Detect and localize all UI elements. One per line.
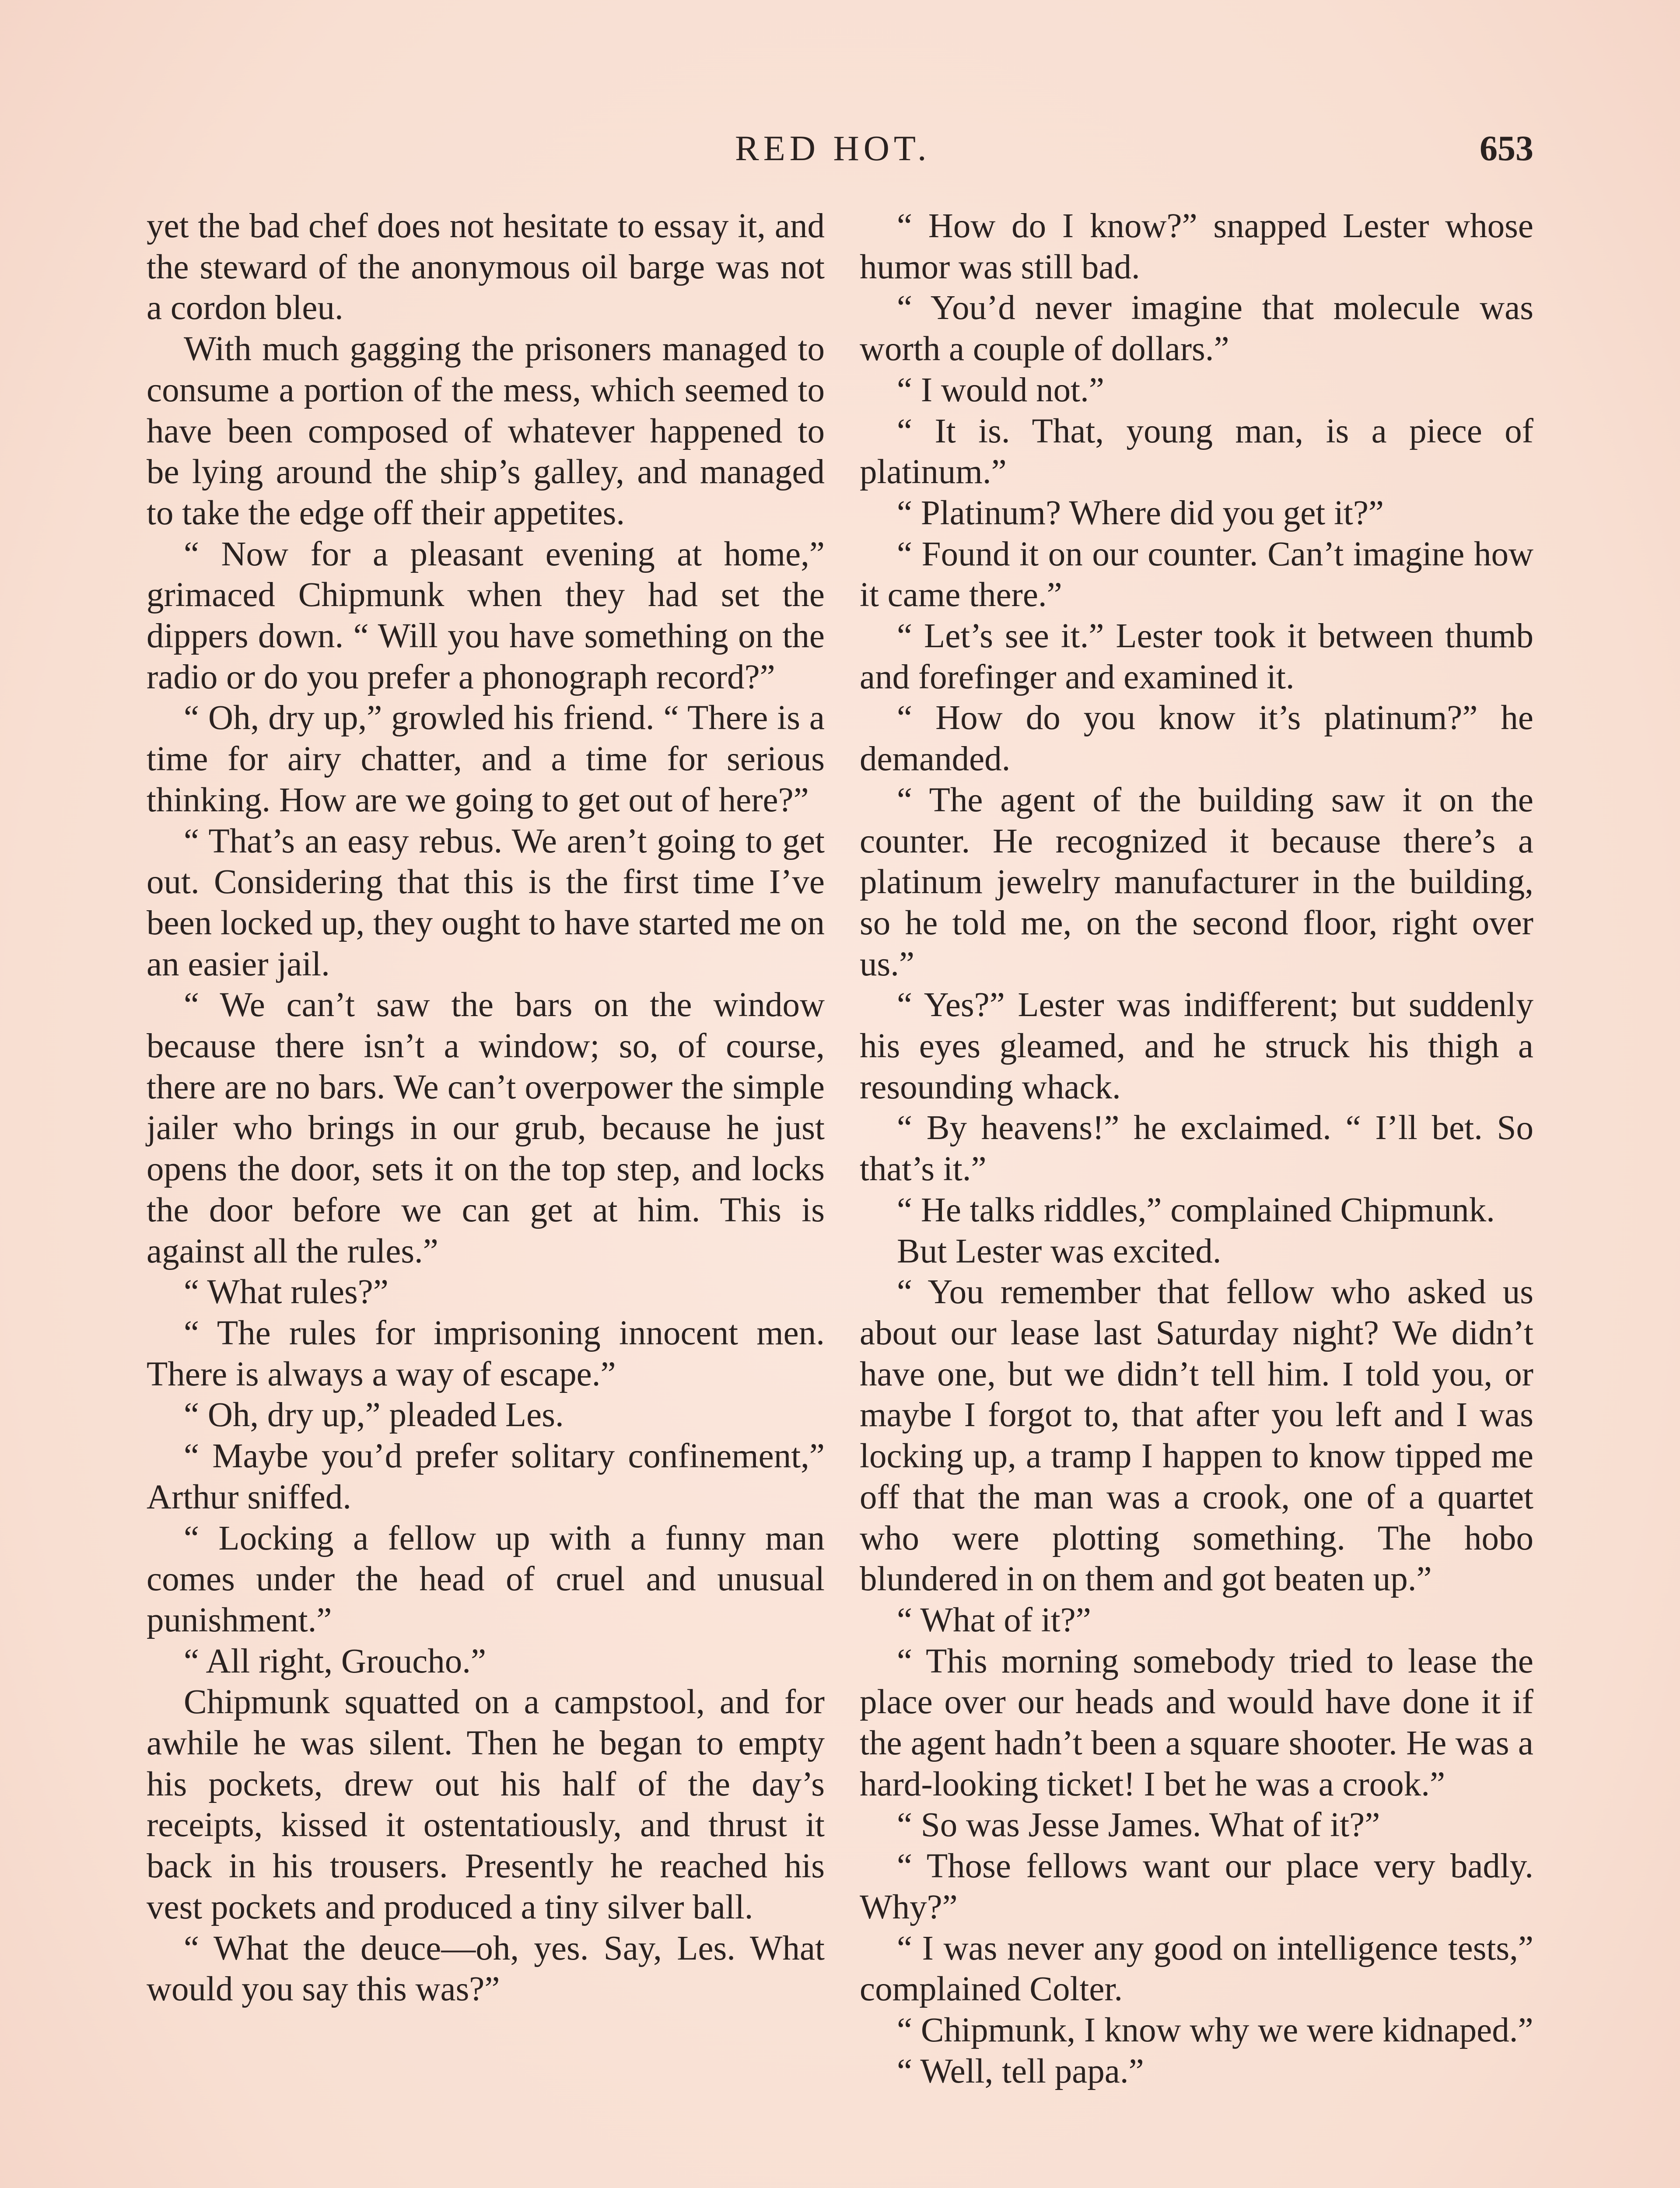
- paragraph: yet the bad chef does not hesitate to essay it, and the steward of the anonymous oil barge was not a cordon bleu.: [147, 207, 825, 327]
- paragraph: “ Oh, dry up,” pleaded Les.: [184, 1396, 564, 1434]
- page-header: [144, 128, 1533, 176]
- left-column: [147, 206, 825, 2010]
- running-title: RED HOT.: [735, 128, 931, 168]
- paragraph: “ I was never any good on intelligence tests,” complained Colter.: [860, 1929, 1533, 2009]
- paragraph: Chipmunk squatted on a campstool, and for awhile he was silent. Then he began to empty his pockets, drew out his half of the day’s receipts, kissed it ostentatiously, and thrust it back in his trousers. Presently he reached his vest pockets and produced a tiny silver ball.: [147, 1683, 825, 1926]
- paragraph: “ Those fellows want our place very badly. Why?”: [860, 1847, 1533, 1926]
- paragraph: “ By heavens!” he exclaimed. “ I’ll bet. So that’s it.”: [860, 1109, 1533, 1189]
- paragraph: “ What of it?”: [897, 1601, 1091, 1639]
- paragraph: “ Yes?” Lester was indifferent; but suddenly his eyes gleamed, and he struck his thigh a resounding whack.: [860, 986, 1533, 1106]
- paragraph: But Lester was excited.: [897, 1232, 1222, 1270]
- paragraph: “ How do I know?” snapped Lester whose humor was still bad.: [860, 207, 1533, 286]
- paragraph: “ What rules?”: [184, 1273, 388, 1311]
- paragraph: “ Now for a pleasant evening at home,” grimaced Chipmunk when they had set the dippers down. “ Will you have something on the radio or do you prefer a phonograph record?”: [147, 535, 825, 696]
- paragraph: “ Let’s see it.” Lester took it between thumb and forefinger and examined it.: [860, 617, 1533, 696]
- right-column: [860, 206, 1533, 2092]
- paragraph: “ So was Jesse James. What of it?”: [897, 1806, 1380, 1844]
- paragraph: “ Well, tell papa.”: [897, 2052, 1144, 2090]
- paragraph: “ You remember that fellow who asked us about our lease last Saturday night? We didn’t have one, but we didn’t tell him. I told you, or maybe I forgot to, that after you left and I was locking up, a tramp I happen to know tipped me off that the man was a crook, one of a quartet who were plotting something. The hobo blundered in on them and got beaten up.”: [860, 1273, 1533, 1599]
- paragraph: “ He talks riddles,” complained Chipmunk.: [897, 1191, 1495, 1229]
- paragraph: “ What the deuce—oh, yes. Say, Les. What would you say this was?”: [147, 1929, 825, 2009]
- paragraph: “ Chipmunk, I know why we were kidnaped.”: [897, 2011, 1533, 2049]
- paragraph: “ Oh, dry up,” growled his friend. “ There is a time for airy chatter, and a time for serious thinking. How are we going to get out of here?”: [147, 699, 825, 819]
- paragraph: “ Found it on our counter. Can’t imagine how it came there.”: [860, 535, 1533, 614]
- paragraph: “ The agent of the building saw it on the counter. He recognized it because there’s a platinum jewelry manufacturer in the building, so he told me, on the second floor, right over us.”: [860, 781, 1533, 983]
- paragraph: “ Maybe you’d prefer solitary confinement,” Arthur sniffed.: [147, 1437, 825, 1516]
- paragraph: With much gagging the prisoners managed to consume a portion of the mess, which seemed to have been composed of whatever happened to be lying around the ship’s galley, and managed to take the edge off their appetites.: [147, 330, 825, 532]
- paragraph: “ I would not.”: [897, 371, 1104, 409]
- page-number: 653: [1480, 128, 1533, 168]
- paragraph: “ You’d never imagine that molecule was worth a couple of dollars.”: [860, 289, 1533, 368]
- paragraph: “ We can’t saw the bars on the window because there isn’t a window; so, of course, there are no bars. We can’t overpower the simple jailer who brings in our grub, because he just opens the door, sets it on the top step, and locks the door before we can get at him. This is against all the rules.”: [147, 986, 825, 1270]
- paragraph: “ The rules for imprisoning innocent men. There is always a way of escape.”: [147, 1314, 825, 1393]
- paragraph: “ This morning somebody tried to lease the place over our heads and would have done it if the agent hadn’t been a square shooter. He was a hard-looking ticket! I bet he was a crook.”: [860, 1642, 1533, 1803]
- paragraph: “ That’s an easy rebus. We aren’t going to get out. Considering that this is the first time I’ve been locked up, they ought to have started me on an easier jail.: [147, 822, 825, 983]
- paragraph: “ Locking a fellow up with a funny man comes under the head of cruel and unusual punishment.”: [147, 1519, 825, 1639]
- paragraph: “ All right, Groucho.”: [184, 1642, 486, 1680]
- paragraph: “ Platinum? Where did you get it?”: [897, 494, 1384, 532]
- paragraph: “ How do you know it’s platinum?” he demanded.: [860, 699, 1533, 778]
- paragraph: “ It is. That, young man, is a piece of platinum.”: [860, 412, 1533, 491]
